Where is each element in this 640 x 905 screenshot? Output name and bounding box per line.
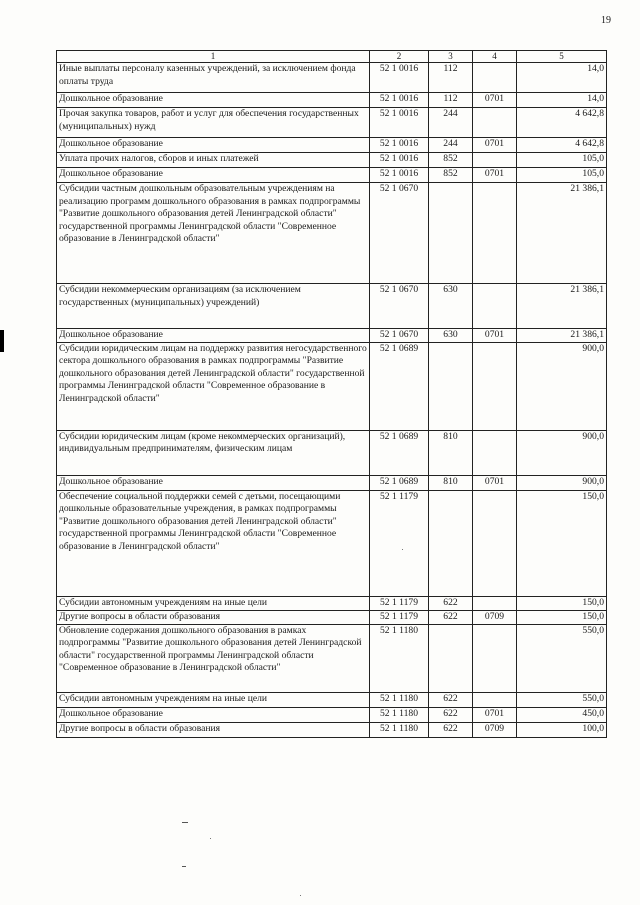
row-name: Субсидии частным дошкольным образовательным учреждениям на реализацию программ дошкольного образования в рамках подпрограммы "Развитие дошкольного образования детей Ленинградской области" государственной программы Ленинградской области "Современное образование в Ленинградской области" (57, 183, 370, 284)
row-section-code (473, 596, 517, 610)
row-expense-type: 810 (429, 430, 473, 475)
row-expense-type: 622 (429, 692, 473, 707)
table-row (57, 722, 607, 737)
row-amount: 21 386,1 (517, 329, 607, 343)
row-expense-type: 112 (429, 63, 473, 93)
row-code: 52 1 1179 (370, 610, 429, 624)
row-expense-type (429, 342, 473, 430)
row-section-code (473, 183, 517, 284)
row-name: Субсидии автономным учреждениям на иные цели (57, 596, 370, 610)
table-row (57, 596, 607, 610)
row-amount: 150,0 (517, 490, 607, 596)
row-name: Другие вопросы в области образования (57, 610, 370, 624)
header-col-2: 2 (370, 51, 429, 63)
row-expense-type: 630 (429, 284, 473, 329)
table-row (57, 93, 607, 108)
budget-table (56, 50, 607, 738)
row-name: Обеспечение социальной поддержки семей с детьми, посещающими дошкольные образовательные учреждения, в рамках подпрограммы "Развитие дошкольного образования детей Ленинградской области" государственной программы Ленинградской области "Современное образование в Ленинградской области" (57, 490, 370, 596)
scan-artifact (210, 838, 211, 839)
row-name: Прочая закупка товаров, работ и услуг для обеспечения государственных (муниципальных) нужд (57, 108, 370, 138)
row-name: Дошкольное образование (57, 138, 370, 153)
row-name: Субсидии юридическим лицам на поддержку развития негосударственного сектора дошкольного образования в рамках подпрограммы "Развитие дошкольного образования детей Ленинградской области" государственной программы Ленинградской области "Современное образование в Ленинградской области" (57, 342, 370, 430)
row-code: 52 1 0670 (370, 183, 429, 284)
row-code: 52 1 0016 (370, 138, 429, 153)
row-name: Обновление содержания дошкольного образования в рамках подпрограммы "Развитие дошкольного образования детей Ленинградской области" государственной программы Ленинградской области "Современное образование в Ленинградской области" (57, 624, 370, 692)
row-code: 52 1 0016 (370, 93, 429, 108)
row-amount: 150,0 (517, 610, 607, 624)
row-name: Дошкольное образование (57, 93, 370, 108)
row-amount: 150,0 (517, 596, 607, 610)
row-section-code: 0701 (473, 475, 517, 490)
table-row (57, 284, 607, 329)
row-expense-type (429, 183, 473, 284)
row-section-code: 0701 (473, 93, 517, 108)
table-row (57, 138, 607, 153)
row-section-code (473, 284, 517, 329)
row-name: Дошкольное образование (57, 168, 370, 183)
row-section-code (473, 63, 517, 93)
table-header-row (57, 51, 607, 63)
table-row (57, 183, 607, 284)
row-expense-type: 622 (429, 707, 473, 722)
row-code: 52 1 0016 (370, 153, 429, 168)
row-expense-type: 810 (429, 475, 473, 490)
row-expense-type (429, 624, 473, 692)
scan-artifact (402, 549, 403, 550)
row-expense-type: 244 (429, 138, 473, 153)
row-code: 52 1 0670 (370, 329, 429, 343)
row-expense-type: 622 (429, 610, 473, 624)
table-row (57, 430, 607, 475)
page-number: 19 (601, 15, 611, 26)
row-section-code: 0709 (473, 722, 517, 737)
row-code: 52 1 1179 (370, 596, 429, 610)
row-section-code: 0701 (473, 329, 517, 343)
row-name: Субсидии автономным учреждениям на иные цели (57, 692, 370, 707)
row-code: 52 1 1179 (370, 490, 429, 596)
row-name: Дошкольное образование (57, 475, 370, 490)
row-code: 52 1 0016 (370, 108, 429, 138)
scan-artifact (182, 866, 186, 867)
row-expense-type: 112 (429, 93, 473, 108)
row-code: 52 1 0670 (370, 284, 429, 329)
table-row (57, 490, 607, 596)
row-amount: 4 642,8 (517, 138, 607, 153)
row-section-code: 0701 (473, 168, 517, 183)
table-row (57, 108, 607, 138)
header-col-3: 3 (429, 51, 473, 63)
row-code: 52 1 1180 (370, 624, 429, 692)
row-name: Дошкольное образование (57, 329, 370, 343)
row-name: Иные выплаты персоналу казенных учреждений, за исключением фонда оплаты труда (57, 63, 370, 93)
table-row (57, 329, 607, 343)
row-code: 52 1 1180 (370, 722, 429, 737)
row-amount: 14,0 (517, 93, 607, 108)
row-expense-type: 852 (429, 153, 473, 168)
row-section-code: 0701 (473, 138, 517, 153)
row-name: Другие вопросы в области образования (57, 722, 370, 737)
row-section-code: 0709 (473, 610, 517, 624)
row-code: 52 1 0689 (370, 475, 429, 490)
row-section-code (473, 108, 517, 138)
row-amount: 900,0 (517, 342, 607, 430)
table-row (57, 63, 607, 93)
row-amount: 14,0 (517, 63, 607, 93)
row-code: 52 1 1180 (370, 692, 429, 707)
row-expense-type: 622 (429, 722, 473, 737)
row-section-code (473, 692, 517, 707)
row-expense-type: 622 (429, 596, 473, 610)
row-amount: 900,0 (517, 475, 607, 490)
row-amount: 550,0 (517, 692, 607, 707)
row-amount: 100,0 (517, 722, 607, 737)
row-section-code (473, 153, 517, 168)
row-section-code (473, 430, 517, 475)
header-col-4: 4 (473, 51, 517, 63)
row-section-code (473, 490, 517, 596)
row-amount: 900,0 (517, 430, 607, 475)
table-row (57, 624, 607, 692)
row-expense-type: 852 (429, 168, 473, 183)
row-amount: 105,0 (517, 153, 607, 168)
scan-edge-mark (0, 330, 4, 352)
row-code: 52 1 1180 (370, 707, 429, 722)
table-row (57, 153, 607, 168)
row-expense-type: 630 (429, 329, 473, 343)
row-amount: 21 386,1 (517, 284, 607, 329)
table-row (57, 610, 607, 624)
row-name: Дошкольное образование (57, 707, 370, 722)
row-code: 52 1 0689 (370, 430, 429, 475)
row-amount: 450,0 (517, 707, 607, 722)
table-row (57, 707, 607, 722)
header-col-1: 1 (57, 51, 370, 63)
table-row (57, 475, 607, 490)
row-code: 52 1 0689 (370, 342, 429, 430)
table-row (57, 692, 607, 707)
row-name: Уплата прочих налогов, сборов и иных платежей (57, 153, 370, 168)
table-row (57, 168, 607, 183)
table-row (57, 342, 607, 430)
scan-artifact (182, 822, 188, 823)
row-expense-type (429, 490, 473, 596)
row-name: Субсидии юридическим лицам (кроме некоммерческих организаций), индивидуальным предпринимателям, физическим лицам (57, 430, 370, 475)
row-expense-type: 244 (429, 108, 473, 138)
row-amount: 4 642,8 (517, 108, 607, 138)
row-name: Субсидии некоммерческим организациям (за исключением государственных (муниципальных) учреждений) (57, 284, 370, 329)
header-col-5: 5 (517, 51, 607, 63)
row-section-code: 0701 (473, 707, 517, 722)
row-amount: 21 386,1 (517, 183, 607, 284)
row-code: 52 1 0016 (370, 63, 429, 93)
row-amount: 550,0 (517, 624, 607, 692)
scan-artifact (300, 895, 301, 896)
row-amount: 105,0 (517, 168, 607, 183)
row-section-code (473, 342, 517, 430)
row-code: 52 1 0016 (370, 168, 429, 183)
row-section-code (473, 624, 517, 692)
